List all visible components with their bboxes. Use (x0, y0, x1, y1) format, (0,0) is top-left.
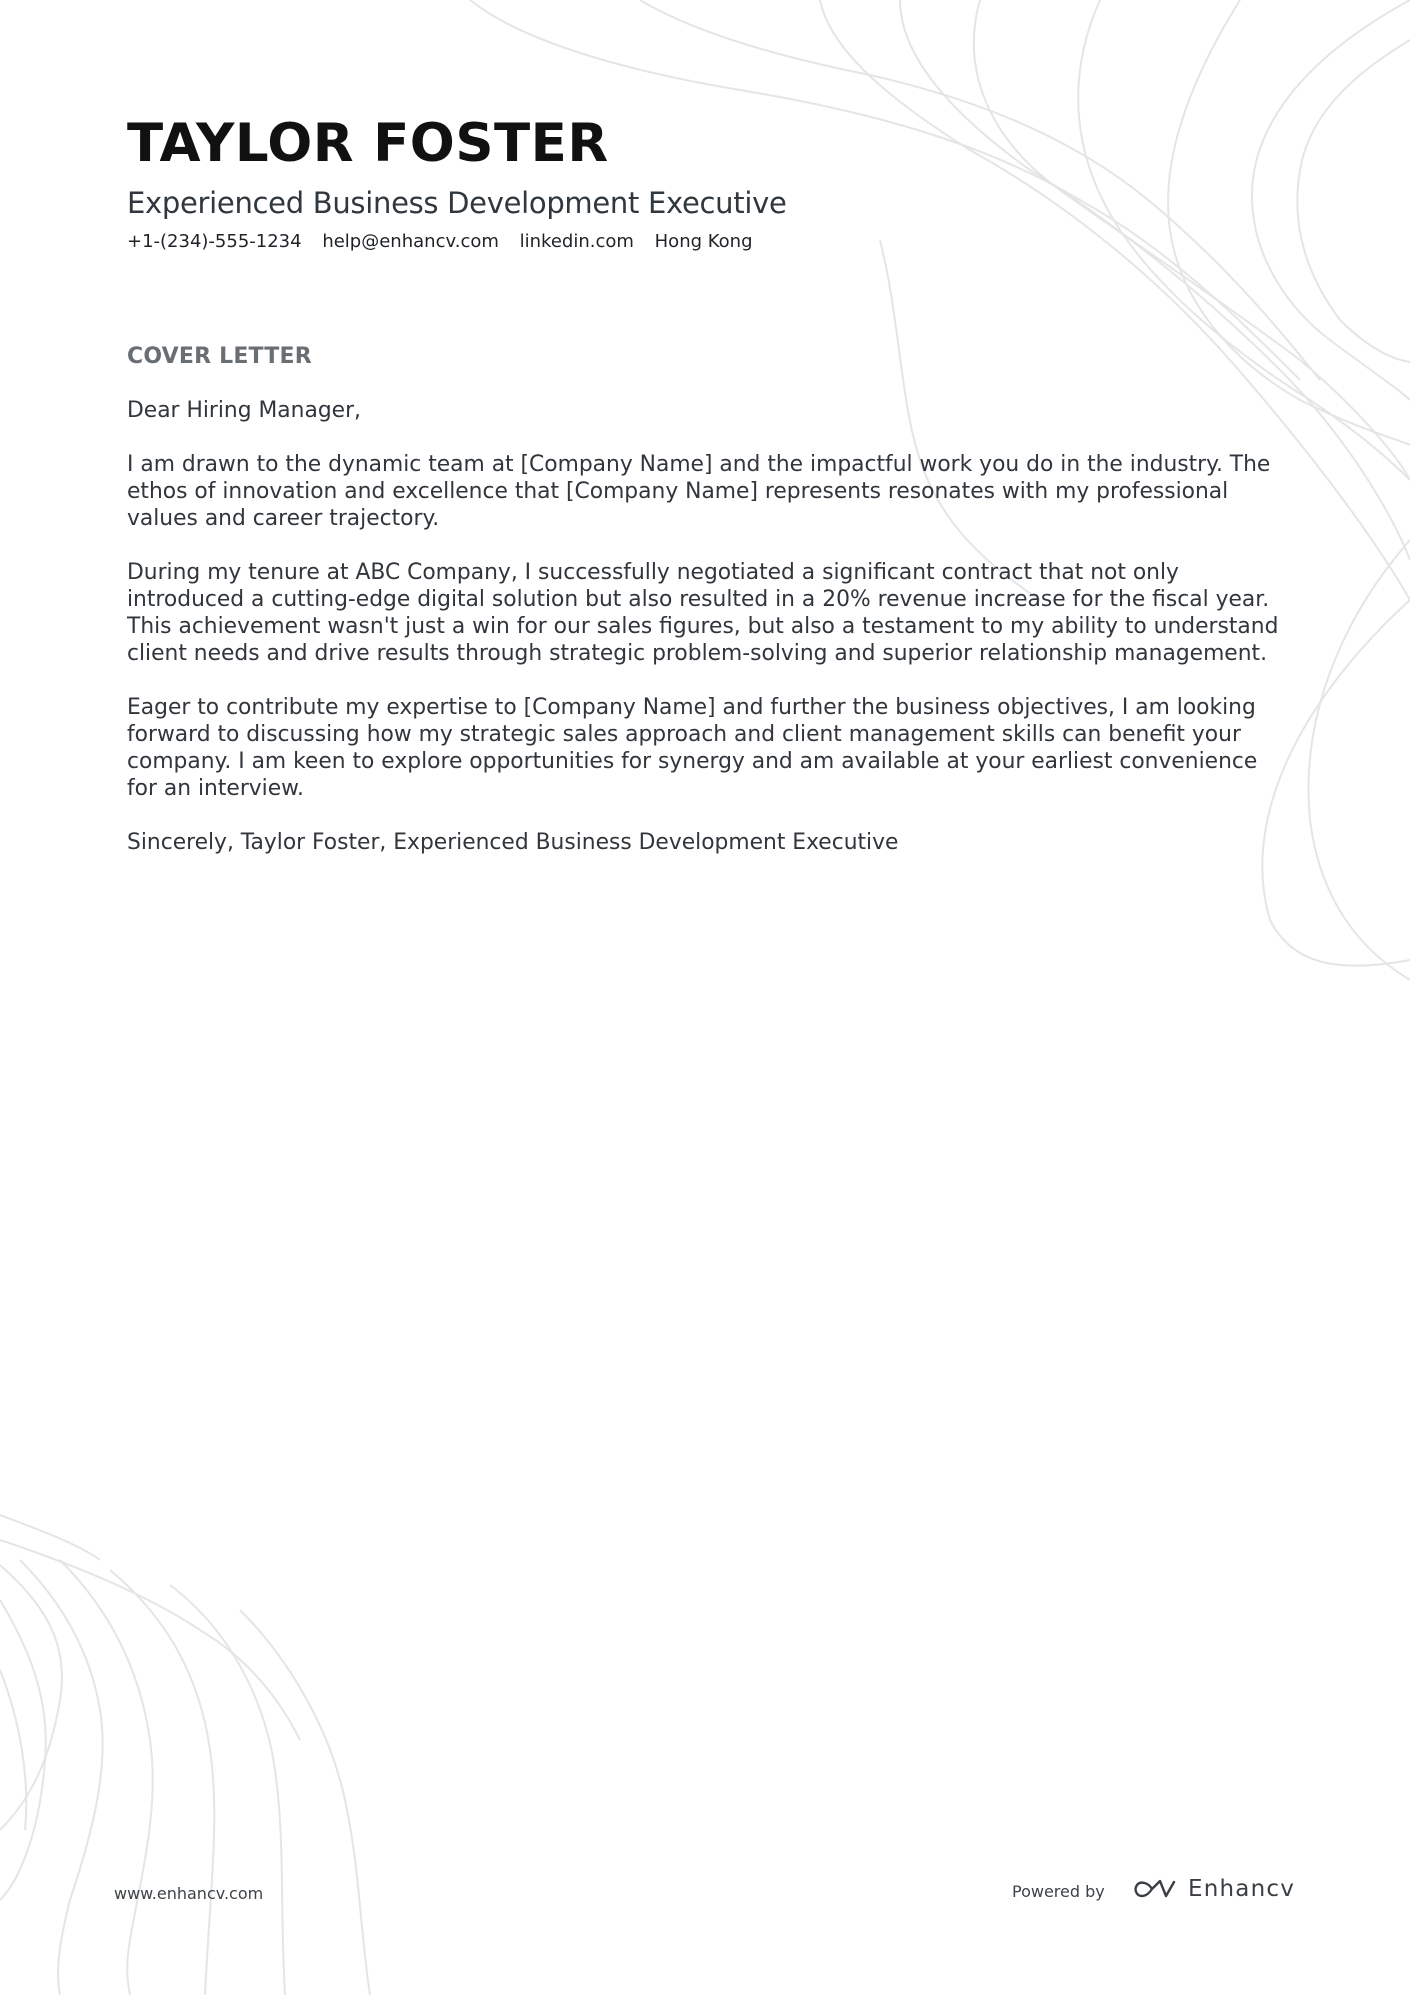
letter-paragraph: I am drawn to the dynamic team at [Company Name] and the impactful work you do in the industry. The ethos of innovation and excellence that [Company Name] represents resonates with my professional values and career trajectory. (127, 452, 1271, 531)
letter-paragraph: Eager to contribute my expertise to [Company Name] and further the business objectives, I am looking forward to discussing how my strategic sales approach and client management skills can benefit your company. I am keen to explore opportunities for synergy and am available at your earliest convenience for an interview. (127, 695, 1258, 801)
contact-phone: +1-(234)-555-1234 (127, 231, 302, 252)
contact-linkedin: linkedin.com (519, 231, 634, 252)
candidate-title: Experienced Business Development Executive (127, 186, 787, 220)
contact-location: Hong Kong (654, 231, 753, 252)
powered-by-label: Powered by (1012, 1882, 1105, 1901)
section-heading: COVER LETTER (127, 344, 312, 369)
candidate-name: TAYLOR FOSTER (127, 113, 609, 174)
letter-closing: Sincerely, Taylor Foster, Experienced Business Development Executive (127, 830, 899, 855)
brand-name: Enhancv (1188, 1876, 1296, 1902)
letter-paragraph: During my tenure at ABC Company, I successfully negotiated a significant contract that not only introduced a cutting-edge digital solution but also resulted in a 20% revenue increase for the fiscal year. This achievement wasn't just a win for our sales figures, but also a testament to my ability to understand client needs and drive results through strategic problem-solving and superior relationship management. (127, 560, 1279, 666)
enhancv-logo-icon (1132, 1877, 1178, 1901)
letter-salutation: Dear Hiring Manager, (127, 398, 361, 423)
contact-email: help@enhancv.com (322, 231, 499, 252)
contact-info (127, 230, 1287, 254)
footer-website: www.enhancv.com (114, 1884, 264, 1903)
header (127, 112, 1287, 254)
brand-logo (1132, 1876, 1295, 1902)
letter-body (127, 397, 1287, 883)
